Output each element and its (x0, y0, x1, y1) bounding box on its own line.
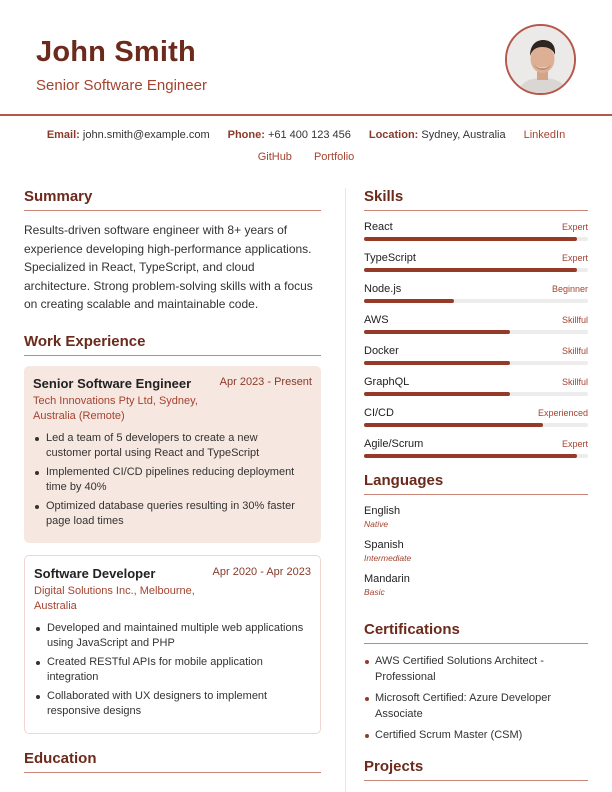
skill-bar-track (364, 268, 588, 272)
job-role: Senior Software Engineer (33, 375, 192, 391)
contact-bar (0, 124, 612, 168)
resume-header (0, 0, 612, 116)
skill-level: Skillful (561, 315, 588, 325)
skill-name: Docker (364, 345, 399, 357)
avatar-illustration (507, 26, 576, 95)
job-dates: Apr 2020 - Apr 2023 (212, 565, 311, 578)
candidate-title: Senior Software Engineer (36, 77, 207, 94)
skill-name: CI/CD (364, 407, 394, 419)
skill-level: Skillful (561, 346, 588, 356)
skill-bar-fill (364, 330, 510, 334)
skill-item (364, 376, 588, 396)
skills-heading: Skills (364, 188, 588, 211)
skill-bar-track (364, 454, 588, 458)
job-bullet: Collaborated with UX designers to implement responsive designs (34, 689, 304, 720)
skill-name: TypeScript (364, 252, 416, 264)
candidate-name: John Smith (36, 36, 196, 68)
profile-photo (505, 24, 576, 95)
job-bullets (34, 621, 311, 720)
github-link[interactable]: GitHub (257, 151, 292, 163)
skill-name: React (364, 221, 393, 233)
skill-bar-track (364, 299, 588, 303)
left-column (24, 188, 321, 783)
job-bullets (33, 431, 312, 530)
certification-item: Microsoft Certified: Azure Developer Associate (364, 691, 588, 722)
language-level: Basic (364, 587, 385, 597)
job-bullet: Created RESTful APIs for mobile application integration (34, 655, 304, 686)
skill-bar-fill (364, 268, 577, 272)
skill-item (364, 314, 588, 334)
summary-text: Results-driven software engineer with 8+ years of experience developing high-performance applications. Specialized in React, TypeScript, and cloud architecture. Strong problem-solving skills with a focus on creating scalable and maintainable code. (24, 223, 313, 311)
job-bullet: Led a team of 5 developers to create a new customer portal using React and TypeScript (33, 431, 303, 462)
skill-item (364, 221, 588, 241)
skill-item (364, 345, 588, 365)
contact-location: Location: Sydney, Australia (368, 129, 506, 141)
contact-email: Email: john.smith@example.com (46, 129, 210, 141)
certification-item: AWS Certified Solutions Architect - Professional (364, 654, 588, 685)
job-role: Software Developer (34, 565, 156, 581)
skill-level: Beginner (551, 284, 588, 294)
skill-bar-fill (364, 299, 454, 303)
language-level: Intermediate (364, 553, 412, 563)
certifications-heading: Certifications (364, 621, 588, 644)
skill-level: Experienced (537, 408, 588, 418)
skill-bar-fill (364, 423, 543, 427)
experience-heading: Work Experience (24, 333, 321, 356)
right-column (364, 188, 588, 791)
certifications-list (364, 654, 588, 744)
skill-level: Expert (561, 253, 588, 263)
skill-bar-track (364, 423, 588, 427)
skill-name: Agile/Scrum (364, 438, 424, 450)
skill-level: Expert (561, 439, 588, 449)
skill-item (364, 252, 588, 272)
skills-list (364, 221, 588, 458)
column-divider (345, 188, 346, 792)
email-value[interactable]: john.smith@example.com (82, 129, 210, 141)
skill-bar-track (364, 330, 588, 334)
location-value: Sydney, Australia (421, 129, 506, 141)
languages-list (364, 505, 588, 607)
phone-value[interactable]: +61 400 123 456 (267, 129, 351, 141)
job-bullet: Developed and maintained multiple web applications using JavaScript and PHP (34, 621, 304, 652)
job-bullet: Implemented CI/CD pipelines reducing deployment time by 40% (33, 465, 303, 496)
skill-bar-fill (364, 237, 577, 241)
skill-bar-track (364, 392, 588, 396)
linkedin-link[interactable]: LinkedIn (523, 129, 566, 141)
job-card (24, 555, 321, 734)
language-item (364, 505, 482, 529)
projects-heading: Projects (364, 758, 588, 781)
job-company: Digital Solutions Inc., Melbourne, Australia (34, 584, 195, 612)
contact-phone: Phone: +61 400 123 456 (227, 129, 351, 141)
job-card (24, 366, 321, 543)
skill-name: AWS (364, 314, 389, 326)
skill-bar-fill (364, 361, 510, 365)
skill-item (364, 283, 588, 303)
skill-name: Node.js (364, 283, 402, 295)
language-name: Spanish (364, 539, 404, 551)
skill-bar-track (364, 361, 588, 365)
job-bullet: Optimized database queries resulting in 30% faster page load times (33, 499, 303, 530)
portfolio-link[interactable]: Portfolio (313, 151, 355, 163)
skill-bar-fill (364, 392, 510, 396)
skill-item (364, 438, 588, 458)
languages-heading: Languages (364, 472, 588, 495)
job-company: Tech Innovations Pty Ltd, Sydney, Australia (Remote) (33, 394, 198, 422)
education-heading: Education (24, 750, 321, 773)
job-dates: Apr 2023 - Present (219, 375, 312, 388)
language-item (364, 573, 482, 597)
language-level: Native (364, 519, 389, 529)
language-name: Mandarin (364, 573, 410, 585)
skill-level: Skillful (561, 377, 588, 387)
skill-name: GraphQL (364, 376, 410, 388)
language-name: English (364, 505, 401, 517)
language-item (364, 539, 482, 563)
skill-bar-track (364, 237, 588, 241)
skill-item (364, 407, 588, 427)
skill-level: Expert (561, 222, 588, 232)
skill-bar-fill (364, 454, 577, 458)
certification-item: Certified Scrum Master (CSM) (364, 728, 588, 744)
summary-heading: Summary (24, 188, 321, 211)
